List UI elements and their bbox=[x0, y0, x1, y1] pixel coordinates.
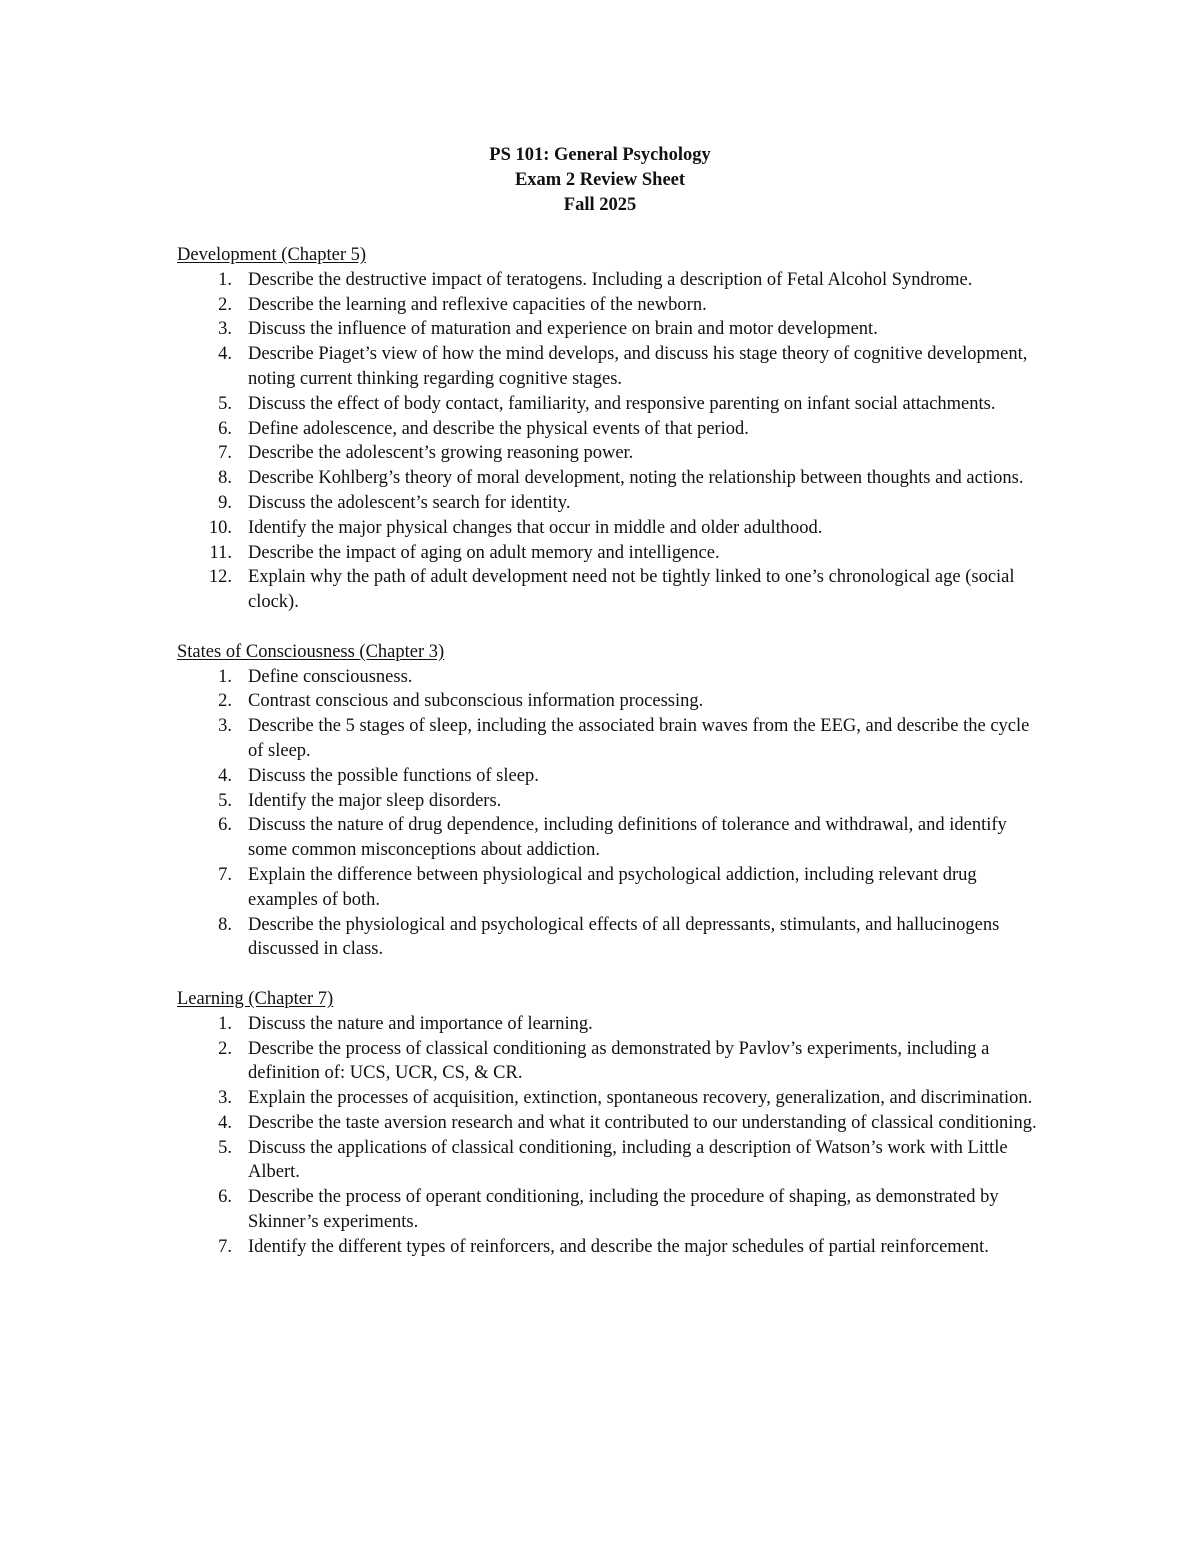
item-number-cell bbox=[177, 392, 248, 417]
list-item bbox=[177, 1136, 1037, 1186]
item-number-cell bbox=[177, 342, 248, 392]
item-text: Discuss the nature of drug dependence, including definitions of tolerance and withdrawal, and identify some common misconceptions about addiction. bbox=[248, 815, 1007, 861]
list-item bbox=[177, 863, 1037, 913]
item-text: Identify the major sleep disorders. bbox=[248, 790, 502, 811]
item-text: Describe the physiological and psychological effects of all depressants, stimulants, and hallucinogens discussed in class. bbox=[248, 914, 1000, 960]
list-item bbox=[177, 317, 1037, 342]
course-title: PS 101: General Psychology bbox=[489, 145, 711, 165]
item-number: 3. bbox=[218, 1088, 232, 1109]
item-number: 1. bbox=[218, 1013, 232, 1034]
item-number-cell bbox=[177, 317, 248, 342]
item-text: Identify the different types of reinforcers, and describe the major schedules of partial reinforcement. bbox=[248, 1236, 989, 1257]
item-number-cell bbox=[177, 813, 248, 863]
list-item bbox=[177, 491, 1037, 516]
item-number-cell bbox=[177, 491, 248, 516]
item-number-cell bbox=[177, 516, 248, 541]
list-item bbox=[177, 441, 1037, 466]
list-item bbox=[177, 689, 1037, 714]
list-item bbox=[177, 417, 1037, 442]
list-item bbox=[177, 913, 1037, 963]
list-item bbox=[177, 1111, 1037, 1136]
list-item bbox=[177, 516, 1037, 541]
item-number: 2. bbox=[218, 294, 232, 315]
item-number: 10. bbox=[208, 517, 232, 538]
item-number: 5. bbox=[218, 790, 232, 811]
list-item bbox=[177, 392, 1037, 417]
item-number-cell bbox=[177, 466, 248, 491]
item-number: 9. bbox=[218, 492, 232, 513]
document-header bbox=[0, 143, 1200, 218]
item-number-cell bbox=[177, 293, 248, 318]
item-text: Describe the process of classical conditioning as demonstrated by Pavlov’s experiments, including a definition of: UCS, UCR, CS, & CR. bbox=[248, 1038, 990, 1084]
review-section bbox=[177, 640, 1037, 962]
objective-list bbox=[177, 268, 1037, 615]
item-text: Define adolescence, and describe the physical events of that period. bbox=[248, 418, 749, 439]
item-number: 7. bbox=[218, 864, 232, 885]
section-title: Development (Chapter 5) bbox=[177, 245, 367, 265]
list-item bbox=[177, 1086, 1037, 1111]
list-item bbox=[177, 764, 1037, 789]
item-number: 3. bbox=[218, 716, 232, 737]
item-number: 4. bbox=[218, 344, 232, 365]
item-number-cell bbox=[177, 1086, 248, 1111]
section-title: States of Consciousness (Chapter 3) bbox=[177, 641, 445, 662]
item-number: 8. bbox=[218, 468, 232, 489]
item-text: Discuss the applications of classical conditioning, including a description of Watson’s work with Little Albert. bbox=[248, 1137, 1008, 1183]
item-number: 1. bbox=[218, 269, 232, 290]
item-number: 1. bbox=[218, 666, 232, 687]
item-number: 12. bbox=[208, 567, 232, 588]
item-text: Explain the difference between physiological and psychological addiction, including relevant drug examples of both. bbox=[248, 864, 977, 910]
list-item bbox=[177, 1185, 1037, 1235]
item-number: 2. bbox=[218, 691, 232, 712]
item-number-cell bbox=[177, 417, 248, 442]
list-item bbox=[177, 1235, 1037, 1260]
item-number: 5. bbox=[218, 393, 232, 414]
item-text: Explain why the path of adult development need not be tightly linked to one’s chronological age (social clock). bbox=[248, 567, 1015, 613]
list-item bbox=[177, 813, 1037, 863]
item-number-cell bbox=[177, 1185, 248, 1235]
item-text: Discuss the nature and importance of learning. bbox=[248, 1013, 593, 1034]
item-number-cell bbox=[177, 541, 248, 566]
list-item bbox=[177, 1037, 1037, 1087]
review-content bbox=[177, 243, 1037, 1284]
list-item bbox=[177, 541, 1037, 566]
item-text: Define consciousness. bbox=[248, 666, 413, 687]
list-item bbox=[177, 789, 1037, 814]
item-number: 11. bbox=[209, 542, 232, 563]
item-text: Discuss the adolescent’s search for identity. bbox=[248, 492, 571, 513]
list-item bbox=[177, 466, 1037, 491]
item-number-cell bbox=[177, 268, 248, 293]
item-text: Contrast conscious and subconscious information processing. bbox=[248, 691, 704, 712]
item-number-cell bbox=[177, 1037, 248, 1087]
item-number: 7. bbox=[218, 443, 232, 464]
item-number-cell bbox=[177, 689, 248, 714]
item-number: 8. bbox=[218, 914, 232, 935]
item-text: Describe the taste aversion research and what it contributed to our understanding of classical conditioning. bbox=[248, 1112, 1037, 1133]
item-text: Discuss the possible functions of sleep. bbox=[248, 765, 539, 786]
list-item bbox=[177, 714, 1037, 764]
item-text: Explain the processes of acquisition, extinction, spontaneous recovery, generalization, and discrimination. bbox=[248, 1088, 1033, 1109]
item-text: Describe the adolescent’s growing reasoning power. bbox=[248, 443, 634, 464]
item-number-cell bbox=[177, 665, 248, 690]
item-number-cell bbox=[177, 863, 248, 913]
item-text: Describe Kohlberg’s theory of moral development, noting the relationship between thoughts and actions. bbox=[248, 468, 1024, 489]
item-text: Describe the destructive impact of teratogens. Including a description of Fetal Alcohol Syndrome. bbox=[248, 269, 973, 290]
item-number-cell bbox=[177, 714, 248, 764]
item-text: Describe the 5 stages of sleep, including the associated brain waves from the EEG, and describe the cycle of sleep. bbox=[248, 716, 1030, 761]
item-number: 4. bbox=[218, 765, 232, 786]
list-item bbox=[177, 268, 1037, 293]
item-number-cell bbox=[177, 1235, 248, 1260]
item-number-cell bbox=[177, 441, 248, 466]
item-text: Discuss the influence of maturation and experience on brain and motor development. bbox=[248, 319, 878, 340]
item-number: 6. bbox=[218, 1187, 232, 1208]
item-number: 7. bbox=[218, 1236, 232, 1257]
review-section bbox=[177, 243, 1037, 615]
section-title: Learning (Chapter 7) bbox=[177, 988, 334, 1009]
item-number-cell bbox=[177, 913, 248, 963]
objective-list bbox=[177, 1012, 1037, 1260]
item-number: 3. bbox=[218, 319, 232, 340]
item-text: Describe the learning and reflexive capacities of the newborn. bbox=[248, 294, 707, 315]
item-number: 2. bbox=[218, 1038, 232, 1059]
item-number-cell bbox=[177, 1012, 248, 1037]
exam-title: Exam 2 Review Sheet bbox=[514, 170, 686, 190]
item-text: Describe the process of operant conditioning, including the procedure of shaping, as demonstrated by Skinner’s experiments. bbox=[248, 1187, 999, 1233]
item-number: 6. bbox=[218, 418, 232, 439]
item-number-cell bbox=[177, 764, 248, 789]
item-number-cell bbox=[177, 1111, 248, 1136]
list-item bbox=[177, 665, 1037, 690]
item-number-cell bbox=[177, 565, 248, 615]
item-text: Describe the impact of aging on adult memory and intelligence. bbox=[248, 542, 720, 563]
item-number-cell bbox=[177, 789, 248, 814]
item-number: 5. bbox=[218, 1137, 232, 1158]
item-number: 4. bbox=[218, 1112, 232, 1133]
item-text: Identify the major physical changes that occur in middle and older adulthood. bbox=[248, 517, 823, 538]
list-item bbox=[177, 565, 1037, 615]
list-item bbox=[177, 1012, 1037, 1037]
item-number: 6. bbox=[218, 815, 232, 836]
item-number-cell bbox=[177, 1136, 248, 1186]
list-item bbox=[177, 293, 1037, 318]
item-text: Describe Piaget’s view of how the mind develops, and discuss his stage theory of cognitive development, noting current thinking regarding cognitive stages. bbox=[248, 344, 1028, 389]
item-text: Discuss the effect of body contact, familiarity, and responsive parenting on infant social attachments. bbox=[248, 393, 996, 414]
list-item bbox=[177, 342, 1037, 392]
objective-list bbox=[177, 665, 1037, 963]
review-section bbox=[177, 987, 1037, 1260]
term-label: Fall 2025 bbox=[563, 195, 637, 215]
